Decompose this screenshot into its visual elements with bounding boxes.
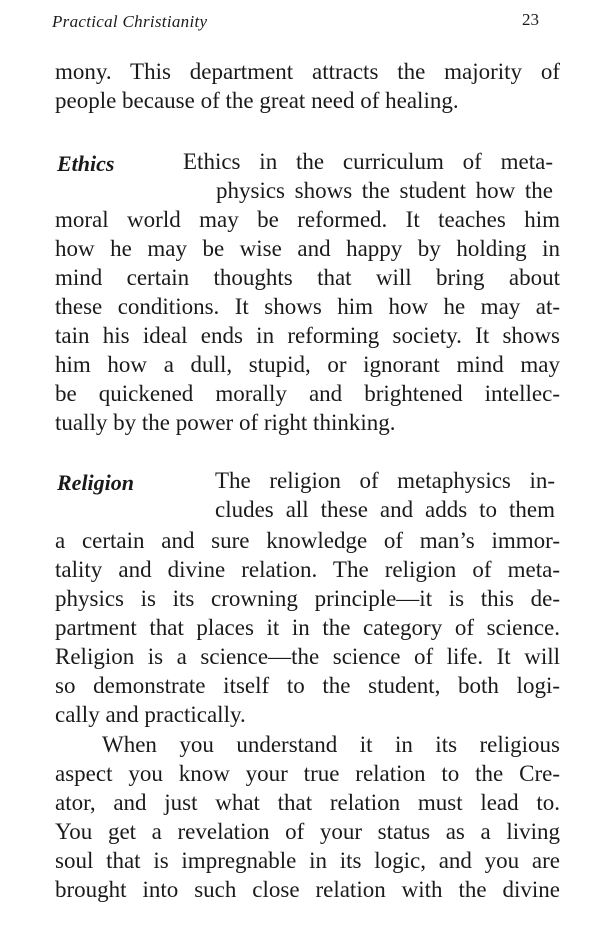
text-line: Religion is a science—the science of life. It will bbox=[55, 644, 560, 669]
religion-indented-lines bbox=[215, 466, 555, 524]
text-line: these conditions. It shows him how he may at- bbox=[55, 294, 560, 319]
text-line: tain his ideal ends in reforming society. It shows bbox=[55, 323, 560, 348]
text-line: physics shows the student how the bbox=[216, 178, 553, 203]
sidehead-ethics: Ethics bbox=[57, 151, 115, 176]
text-line: be quickened morally and brightened intellec- bbox=[55, 381, 560, 406]
text-line: When you understand it in its religious bbox=[102, 732, 560, 757]
text-line: soul that is impregnable in its logic, and you are bbox=[55, 848, 560, 873]
text-line: people because of the great need of healing. bbox=[55, 88, 459, 113]
text-line: a certain and sure knowledge of man’s immor- bbox=[55, 528, 560, 553]
opening-paragraph bbox=[55, 57, 560, 115]
text-line: partment that places it in the category of science. bbox=[55, 615, 560, 640]
text-line: You get a revelation of your status as a living bbox=[55, 819, 560, 844]
religion-paragraph bbox=[55, 526, 560, 729]
text-line: The religion of metaphysics in- bbox=[215, 468, 555, 493]
text-line: aspect you know your true relation to the Cre- bbox=[55, 761, 560, 786]
text-line: cally and practically. bbox=[55, 702, 246, 727]
text-line: ator, and just what that relation must lead to. bbox=[55, 790, 560, 815]
sidehead-religion: Religion bbox=[57, 470, 135, 495]
text-line: Ethics in the curriculum of meta- bbox=[183, 149, 553, 174]
ethics-paragraph bbox=[55, 205, 560, 437]
text-line: moral world may be reformed. It teaches him bbox=[55, 207, 560, 232]
text-line: him how a dull, stupid, or ignorant mind may bbox=[55, 352, 560, 377]
ethics-indented-lines bbox=[183, 147, 553, 205]
text-line: mind certain thoughts that will bring about bbox=[55, 265, 560, 290]
text-line: mony. This department attracts the majority of bbox=[55, 59, 560, 84]
page-number: 23 bbox=[522, 10, 539, 29]
text-line: so demonstrate itself to the student, both logi- bbox=[55, 673, 560, 698]
text-line: brought into such close relation with the divine bbox=[55, 877, 560, 902]
closing-paragraph bbox=[55, 730, 560, 904]
text-line: tality and divine relation. The religion of meta- bbox=[55, 557, 560, 582]
text-line: how he may be wise and happy by holding in bbox=[55, 236, 560, 261]
text-line: cludes all these and adds to them bbox=[215, 497, 555, 522]
text-line: tually by the power of right thinking. bbox=[55, 410, 396, 435]
text-line: physics is its crowning principle—it is this de- bbox=[55, 586, 560, 611]
running-head-title: Practical Christianity bbox=[52, 12, 208, 31]
